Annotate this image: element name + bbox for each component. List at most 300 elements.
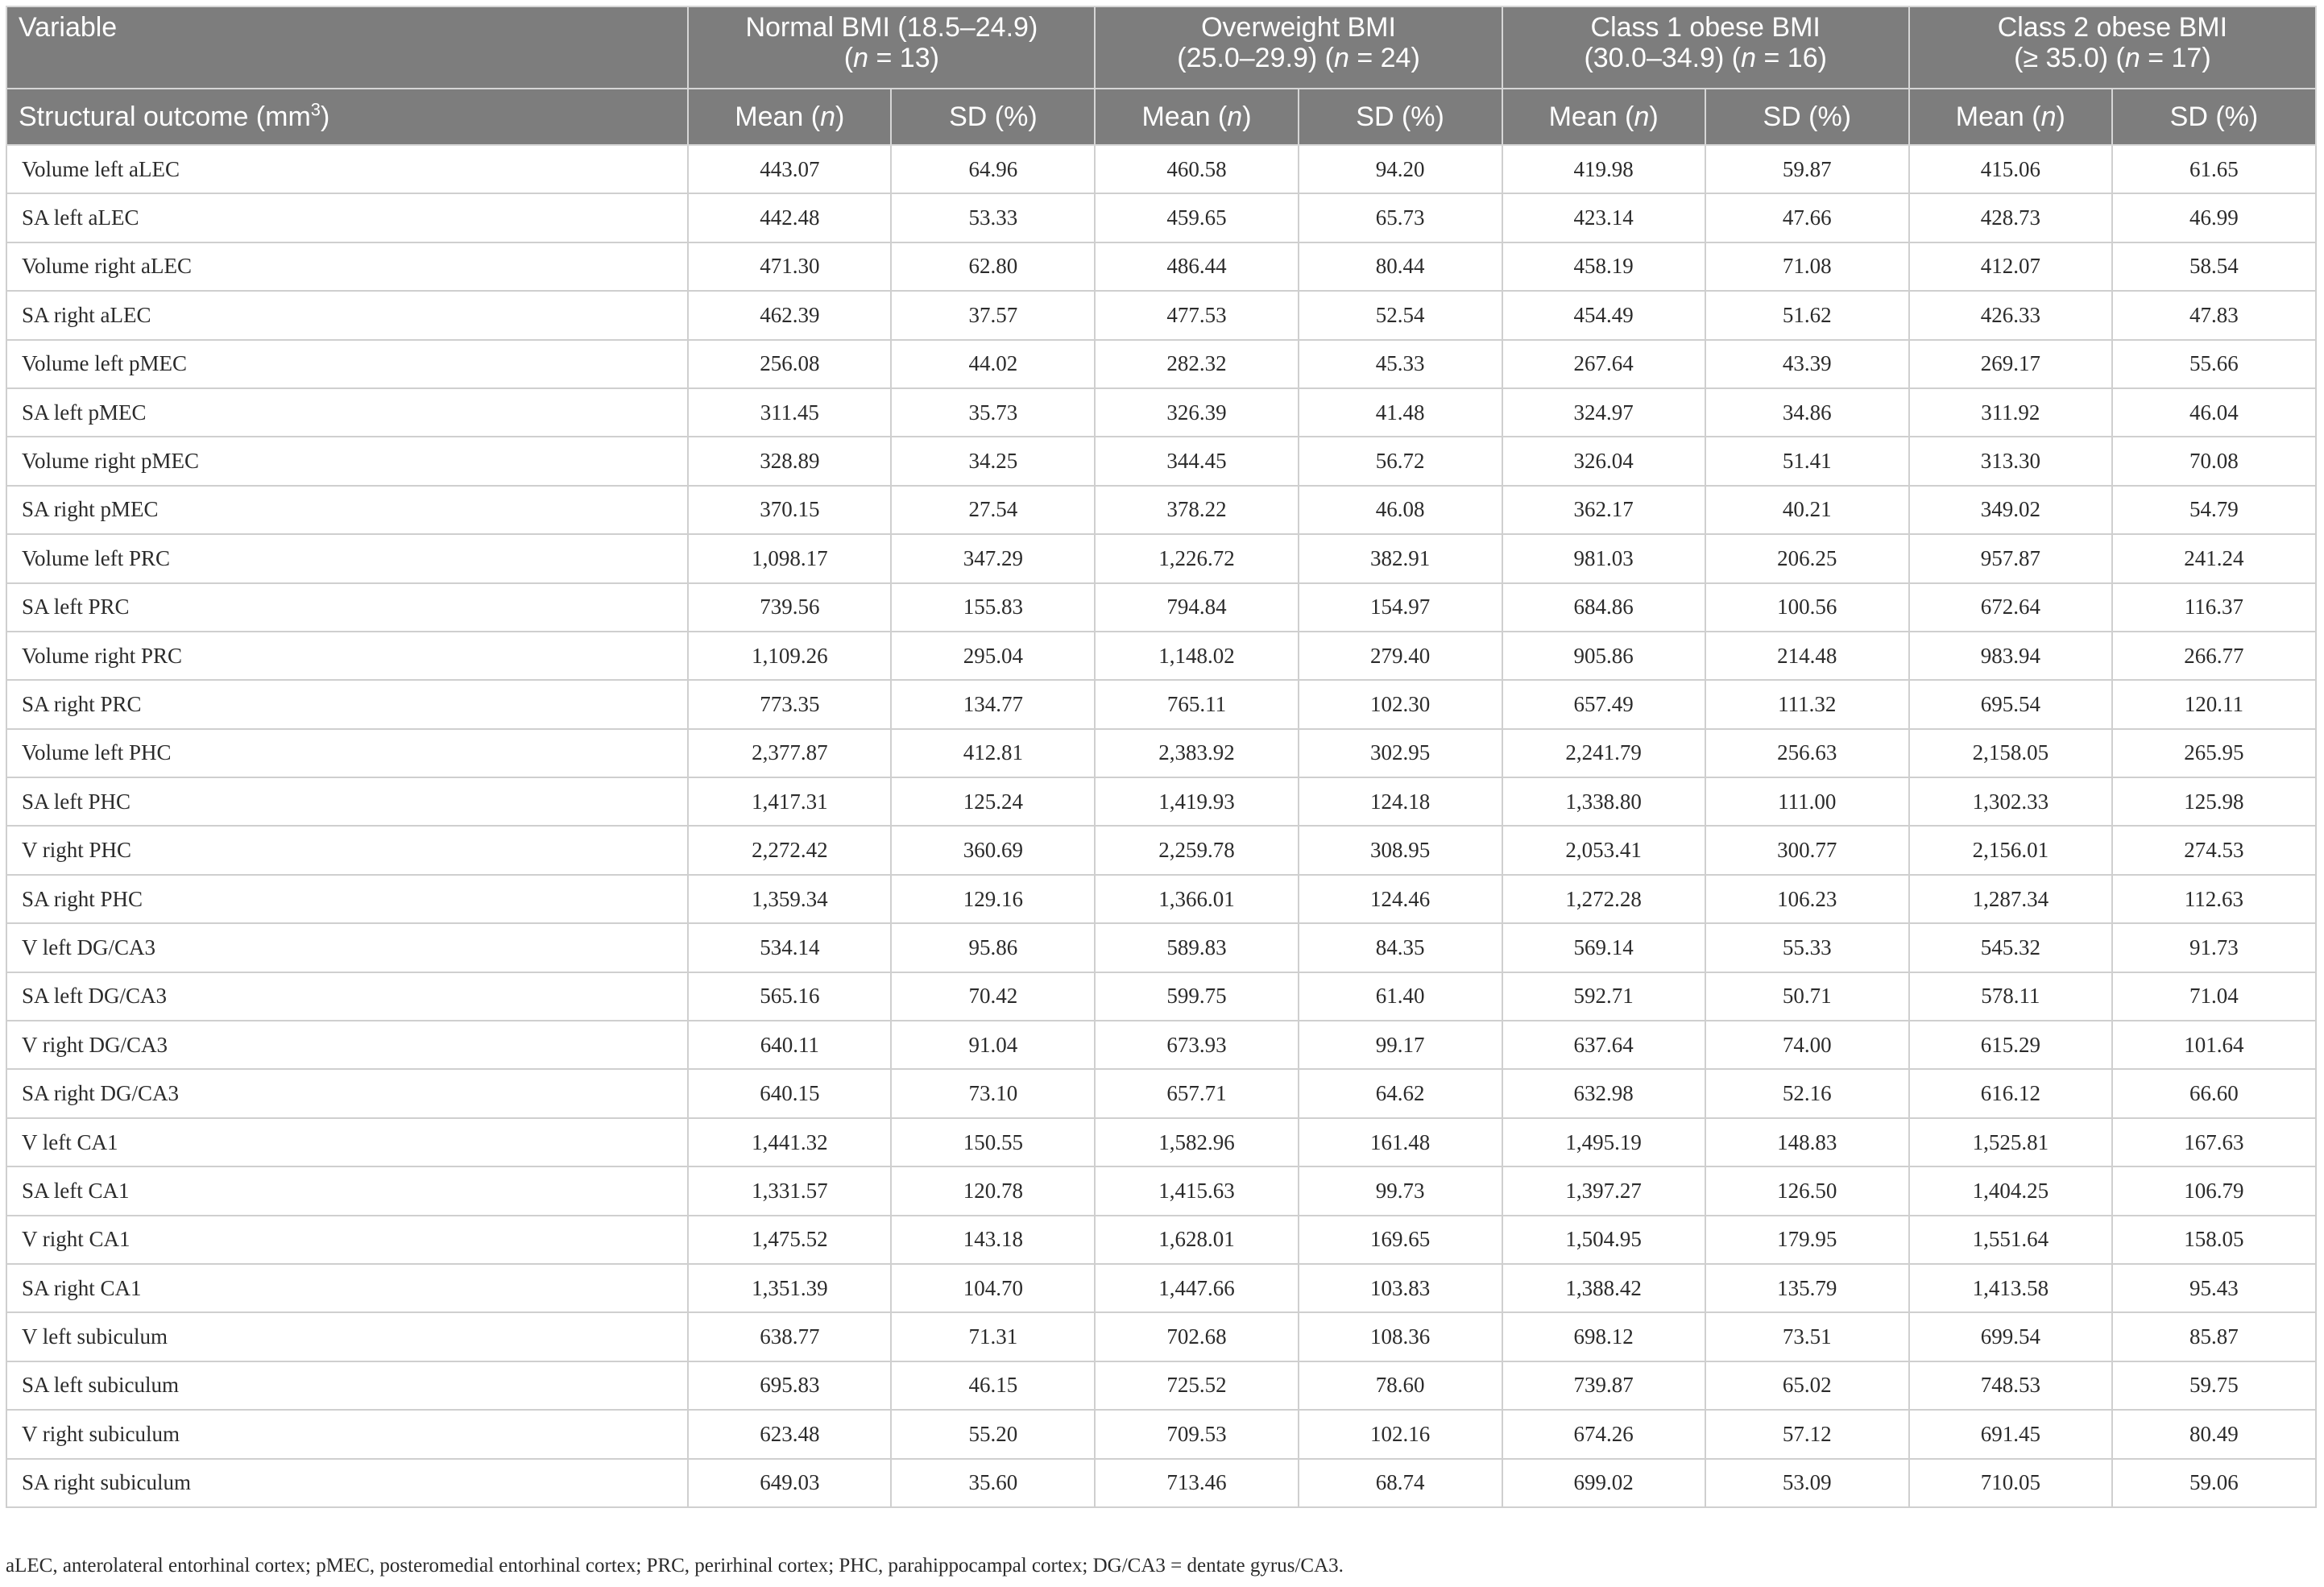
cell-sd: 124.18 <box>1299 777 1502 826</box>
cell-mean: 415.06 <box>1909 145 2112 193</box>
header-sd: SD (%) <box>1299 89 1502 145</box>
table-row <box>6 1264 2316 1312</box>
cell-sd: 95.43 <box>2112 1264 2316 1312</box>
cell-sd: 53.09 <box>1705 1459 1909 1507</box>
row-label: SA left aLEC <box>6 193 688 242</box>
cell-sd: 51.41 <box>1705 437 1909 485</box>
cell-mean: 419.98 <box>1502 145 1705 193</box>
cell-sd: 360.69 <box>891 826 1095 874</box>
cell-sd: 279.40 <box>1299 632 1502 680</box>
table-body <box>6 145 2316 1507</box>
cell-mean: 615.29 <box>1909 1021 2112 1069</box>
table-header <box>6 6 2316 145</box>
table-row <box>6 1410 2316 1458</box>
cell-mean: 426.33 <box>1909 291 2112 339</box>
cell-sd: 85.87 <box>2112 1312 2316 1361</box>
cell-mean: 454.49 <box>1502 291 1705 339</box>
mean-post: ) <box>835 102 845 132</box>
cell-mean: 1,404.25 <box>1909 1166 2112 1215</box>
header-variable-label: Variable <box>19 12 118 43</box>
cell-sd: 265.95 <box>2112 729 2316 777</box>
mean-var: n <box>2040 102 2057 132</box>
cell-mean: 1,582.96 <box>1095 1118 1298 1166</box>
cell-mean: 638.77 <box>688 1312 891 1361</box>
cell-sd: 46.99 <box>2112 193 2316 242</box>
cell-sd: 34.25 <box>891 437 1095 485</box>
row-label: Volume left pMEC <box>6 340 688 388</box>
cell-sd: 91.73 <box>2112 923 2316 972</box>
cell-mean: 1,388.42 <box>1502 1264 1705 1312</box>
cell-sd: 71.31 <box>891 1312 1095 1361</box>
group-class2-line2: (≥ 35.0) ( <box>2014 43 2125 73</box>
header-mean <box>1909 89 2112 145</box>
table-row <box>6 972 2316 1021</box>
header-group-normal <box>688 6 1095 89</box>
cell-sd: 382.91 <box>1299 534 1502 582</box>
cell-mean: 698.12 <box>1502 1312 1705 1361</box>
cell-mean: 313.30 <box>1909 437 2112 485</box>
cell-mean: 1,551.64 <box>1909 1216 2112 1264</box>
cell-mean: 957.87 <box>1909 534 2112 582</box>
cell-mean: 684.86 <box>1502 583 1705 632</box>
group-class2-n-var: n <box>2124 43 2140 73</box>
mean-var: n <box>1634 102 1650 132</box>
group-overweight-n-var: n <box>1333 43 1349 73</box>
cell-mean: 1,419.93 <box>1095 777 1298 826</box>
cell-mean: 2,272.42 <box>688 826 891 874</box>
cell-mean: 695.54 <box>1909 680 2112 728</box>
mean-pre: Mean ( <box>735 102 821 132</box>
cell-sd: 68.74 <box>1299 1459 1502 1507</box>
cell-mean: 702.68 <box>1095 1312 1298 1361</box>
cell-mean: 709.53 <box>1095 1410 1298 1458</box>
cell-sd: 106.23 <box>1705 875 1909 923</box>
table-row <box>6 1118 2316 1166</box>
row-label: Volume right PRC <box>6 632 688 680</box>
cell-sd: 120.11 <box>2112 680 2316 728</box>
cell-sd: 80.44 <box>1299 242 1502 291</box>
group-class1-line1: Class 1 obese BMI <box>1590 12 1821 43</box>
cell-sd: 47.83 <box>2112 291 2316 339</box>
cell-mean: 2,053.41 <box>1502 826 1705 874</box>
cell-sd: 74.00 <box>1705 1021 1909 1069</box>
cell-sd: 52.16 <box>1705 1069 1909 1117</box>
row-label: SA left PHC <box>6 777 688 826</box>
cell-mean: 699.02 <box>1502 1459 1705 1507</box>
cell-mean: 459.65 <box>1095 193 1298 242</box>
cell-mean: 362.17 <box>1502 486 1705 534</box>
cell-sd: 101.64 <box>2112 1021 2316 1069</box>
cell-mean: 637.64 <box>1502 1021 1705 1069</box>
group-overweight-line1: Overweight BMI <box>1201 12 1396 43</box>
table-row <box>6 1166 2316 1215</box>
table-row <box>6 1021 2316 1069</box>
cell-mean: 2,377.87 <box>688 729 891 777</box>
header-group-class1 <box>1502 6 1909 89</box>
cell-mean: 1,475.52 <box>688 1216 891 1264</box>
cell-sd: 158.05 <box>2112 1216 2316 1264</box>
table-row <box>6 923 2316 972</box>
cell-mean: 460.58 <box>1095 145 1298 193</box>
cell-mean: 428.73 <box>1909 193 2112 242</box>
header-sd: SD (%) <box>2112 89 2316 145</box>
cell-mean: 616.12 <box>1909 1069 2112 1117</box>
row-label: V right PHC <box>6 826 688 874</box>
header-structural-outcome <box>6 89 688 145</box>
cell-sd: 40.21 <box>1705 486 1909 534</box>
cell-mean: 632.98 <box>1502 1069 1705 1117</box>
table-row <box>6 242 2316 291</box>
row-label: SA right pMEC <box>6 486 688 534</box>
cell-sd: 148.83 <box>1705 1118 1909 1166</box>
table-row <box>6 486 2316 534</box>
mean-post: ) <box>2056 102 2065 132</box>
cell-sd: 135.79 <box>1705 1264 1909 1312</box>
cell-sd: 161.48 <box>1299 1118 1502 1166</box>
row-label: SA right PRC <box>6 680 688 728</box>
cell-mean: 1,359.34 <box>688 875 891 923</box>
header-group-overweight <box>1095 6 1502 89</box>
mean-var: n <box>1227 102 1243 132</box>
cell-sd: 37.57 <box>891 291 1095 339</box>
cell-sd: 59.75 <box>2112 1361 2316 1410</box>
cell-mean: 458.19 <box>1502 242 1705 291</box>
group-normal-n-var: n <box>853 43 869 73</box>
cell-mean: 710.05 <box>1909 1459 2112 1507</box>
cell-sd: 134.77 <box>891 680 1095 728</box>
cell-mean: 349.02 <box>1909 486 2112 534</box>
cell-mean: 640.15 <box>688 1069 891 1117</box>
header-row-groups <box>6 6 2316 89</box>
cell-mean: 443.07 <box>688 145 891 193</box>
mean-var: n <box>820 102 836 132</box>
cell-sd: 51.62 <box>1705 291 1909 339</box>
cell-mean: 1,351.39 <box>688 1264 891 1312</box>
cell-mean: 1,302.33 <box>1909 777 2112 826</box>
cell-sd: 100.56 <box>1705 583 1909 632</box>
cell-mean: 565.16 <box>688 972 891 1021</box>
header-sd: SD (%) <box>1705 89 1909 145</box>
cell-sd: 120.78 <box>891 1166 1095 1215</box>
cell-mean: 545.32 <box>1909 923 2112 972</box>
row-label: Volume left PHC <box>6 729 688 777</box>
row-label: SA left DG/CA3 <box>6 972 688 1021</box>
table-row <box>6 1069 2316 1117</box>
cell-sd: 62.80 <box>891 242 1095 291</box>
cell-sd: 46.08 <box>1299 486 1502 534</box>
cell-sd: 45.33 <box>1299 340 1502 388</box>
cell-sd: 91.04 <box>891 1021 1095 1069</box>
cell-mean: 640.11 <box>688 1021 891 1069</box>
table-row <box>6 340 2316 388</box>
cell-sd: 95.86 <box>891 923 1095 972</box>
cell-mean: 905.86 <box>1502 632 1705 680</box>
row-label: V left DG/CA3 <box>6 923 688 972</box>
group-class2-line1: Class 2 obese BMI <box>1997 12 2228 43</box>
cell-mean: 725.52 <box>1095 1361 1298 1410</box>
row-label: SA left CA1 <box>6 1166 688 1215</box>
cell-mean: 486.44 <box>1095 242 1298 291</box>
cell-sd: 112.63 <box>2112 875 2316 923</box>
mean-post: ) <box>1242 102 1252 132</box>
mean-pre: Mean ( <box>1955 102 2041 132</box>
cell-sd: 256.63 <box>1705 729 1909 777</box>
cell-sd: 155.83 <box>891 583 1095 632</box>
cell-mean: 1,331.57 <box>688 1166 891 1215</box>
cell-mean: 1,628.01 <box>1095 1216 1298 1264</box>
cell-sd: 347.29 <box>891 534 1095 582</box>
cell-mean: 462.39 <box>688 291 891 339</box>
cell-sd: 103.83 <box>1299 1264 1502 1312</box>
table-row <box>6 1361 2316 1410</box>
structural-label: Structural outcome (mm <box>19 102 311 132</box>
cell-mean: 649.03 <box>688 1459 891 1507</box>
cell-mean: 534.14 <box>688 923 891 972</box>
cell-sd: 126.50 <box>1705 1166 1909 1215</box>
cell-mean: 713.46 <box>1095 1459 1298 1507</box>
cell-mean: 1,417.31 <box>688 777 891 826</box>
row-label: SA left PRC <box>6 583 688 632</box>
cell-mean: 1,366.01 <box>1095 875 1298 923</box>
cell-sd: 44.02 <box>891 340 1095 388</box>
cell-mean: 1,495.19 <box>1502 1118 1705 1166</box>
header-mean <box>688 89 891 145</box>
cell-sd: 308.95 <box>1299 826 1502 874</box>
cell-sd: 46.15 <box>891 1361 1095 1410</box>
cell-sd: 58.54 <box>2112 242 2316 291</box>
cell-mean: 1,226.72 <box>1095 534 1298 582</box>
cell-sd: 266.77 <box>2112 632 2316 680</box>
cell-mean: 324.97 <box>1502 388 1705 437</box>
cell-sd: 55.66 <box>2112 340 2316 388</box>
group-class2-n-rest: = 17) <box>2140 43 2211 73</box>
group-overweight-line2: (25.0–29.9) ( <box>1177 43 1334 73</box>
row-label: V right DG/CA3 <box>6 1021 688 1069</box>
cell-sd: 46.04 <box>2112 388 2316 437</box>
cell-sd: 61.40 <box>1299 972 1502 1021</box>
table-row <box>6 583 2316 632</box>
cell-sd: 70.08 <box>2112 437 2316 485</box>
cell-mean: 256.08 <box>688 340 891 388</box>
cell-sd: 412.81 <box>891 729 1095 777</box>
cell-mean: 326.39 <box>1095 388 1298 437</box>
cell-mean: 328.89 <box>688 437 891 485</box>
row-label: SA right CA1 <box>6 1264 688 1312</box>
cell-sd: 66.60 <box>2112 1069 2316 1117</box>
cell-sd: 129.16 <box>891 875 1095 923</box>
cell-sd: 59.06 <box>2112 1459 2316 1507</box>
group-class1-line2: (30.0–34.9) ( <box>1584 43 1742 73</box>
table-row <box>6 1312 2316 1361</box>
row-label: V right CA1 <box>6 1216 688 1264</box>
cell-mean: 623.48 <box>688 1410 891 1458</box>
cell-sd: 59.87 <box>1705 145 1909 193</box>
table-footnote: aLEC, anterolateral entorhinal cortex; pMEC, posteromedial entorhinal cortex; PRC, perirhinal cortex; PHC, parahippocampal cortex; DG/CA3 = dentate gyrus/CA3. <box>6 1555 1344 1577</box>
cell-sd: 61.65 <box>2112 145 2316 193</box>
cell-sd: 295.04 <box>891 632 1095 680</box>
cell-mean: 981.03 <box>1502 534 1705 582</box>
row-label: SA right aLEC <box>6 291 688 339</box>
cell-mean: 442.48 <box>688 193 891 242</box>
table-row <box>6 437 2316 485</box>
header-group-class2 <box>1909 6 2316 89</box>
cell-sd: 64.62 <box>1299 1069 1502 1117</box>
table-row <box>6 1459 2316 1507</box>
cell-sd: 84.35 <box>1299 923 1502 972</box>
cell-mean: 1,504.95 <box>1502 1216 1705 1264</box>
cell-mean: 326.04 <box>1502 437 1705 485</box>
cell-sd: 73.51 <box>1705 1312 1909 1361</box>
cell-mean: 1,447.66 <box>1095 1264 1298 1312</box>
cell-mean: 471.30 <box>688 242 891 291</box>
cell-mean: 578.11 <box>1909 972 2112 1021</box>
cell-mean: 1,413.58 <box>1909 1264 2112 1312</box>
header-variable <box>6 6 688 89</box>
cell-sd: 106.79 <box>2112 1166 2316 1215</box>
cell-mean: 2,259.78 <box>1095 826 1298 874</box>
cell-sd: 65.02 <box>1705 1361 1909 1410</box>
cell-mean: 569.14 <box>1502 923 1705 972</box>
cell-mean: 2,156.01 <box>1909 826 2112 874</box>
row-label: SA right PHC <box>6 875 688 923</box>
cell-mean: 269.17 <box>1909 340 2112 388</box>
header-row-stats <box>6 89 2316 145</box>
cell-mean: 691.45 <box>1909 1410 2112 1458</box>
cell-sd: 154.97 <box>1299 583 1502 632</box>
cell-sd: 206.25 <box>1705 534 1909 582</box>
cell-mean: 344.45 <box>1095 437 1298 485</box>
cell-mean: 2,383.92 <box>1095 729 1298 777</box>
group-class1-n-var: n <box>1741 43 1757 73</box>
cell-sd: 241.24 <box>2112 534 2316 582</box>
table-row <box>6 534 2316 582</box>
cell-mean: 739.87 <box>1502 1361 1705 1410</box>
cell-mean: 477.53 <box>1095 291 1298 339</box>
cell-sd: 302.95 <box>1299 729 1502 777</box>
cell-sd: 71.04 <box>2112 972 2316 1021</box>
table-row <box>6 680 2316 728</box>
cell-mean: 423.14 <box>1502 193 1705 242</box>
cell-mean: 657.49 <box>1502 680 1705 728</box>
table-row <box>6 291 2316 339</box>
cell-sd: 27.54 <box>891 486 1095 534</box>
cell-sd: 55.33 <box>1705 923 1909 972</box>
row-label: SA right subiculum <box>6 1459 688 1507</box>
row-label: SA left subiculum <box>6 1361 688 1410</box>
header-mean <box>1095 89 1298 145</box>
cell-sd: 71.08 <box>1705 242 1909 291</box>
cell-mean: 311.45 <box>688 388 891 437</box>
cell-mean: 983.94 <box>1909 632 2112 680</box>
cell-mean: 748.53 <box>1909 1361 2112 1410</box>
table-row <box>6 729 2316 777</box>
cell-mean: 412.07 <box>1909 242 2112 291</box>
cell-mean: 1,272.28 <box>1502 875 1705 923</box>
cell-sd: 54.79 <box>2112 486 2316 534</box>
bmi-structural-outcomes-table <box>6 6 2317 1508</box>
cell-mean: 773.35 <box>688 680 891 728</box>
cell-sd: 47.66 <box>1705 193 1909 242</box>
cell-sd: 125.24 <box>891 777 1095 826</box>
cell-mean: 699.54 <box>1909 1312 2112 1361</box>
cell-mean: 592.71 <box>1502 972 1705 1021</box>
cell-mean: 672.64 <box>1909 583 2112 632</box>
structural-close: ) <box>321 102 330 132</box>
mean-pre: Mean ( <box>1141 102 1228 132</box>
table-row <box>6 777 2316 826</box>
cell-mean: 1,338.80 <box>1502 777 1705 826</box>
cell-mean: 739.56 <box>688 583 891 632</box>
cell-sd: 300.77 <box>1705 826 1909 874</box>
cell-mean: 794.84 <box>1095 583 1298 632</box>
group-normal-n-open: ( <box>843 43 854 73</box>
cell-mean: 1,109.26 <box>688 632 891 680</box>
cell-sd: 102.30 <box>1299 680 1502 728</box>
row-label: Volume right aLEC <box>6 242 688 291</box>
row-label: Volume right pMEC <box>6 437 688 485</box>
cell-sd: 124.46 <box>1299 875 1502 923</box>
cell-mean: 765.11 <box>1095 680 1298 728</box>
cell-sd: 214.48 <box>1705 632 1909 680</box>
row-label: SA right DG/CA3 <box>6 1069 688 1117</box>
data-table-container <box>6 6 2317 1508</box>
cell-mean: 1,525.81 <box>1909 1118 2112 1166</box>
cell-mean: 657.71 <box>1095 1069 1298 1117</box>
cell-mean: 695.83 <box>688 1361 891 1410</box>
cell-mean: 674.26 <box>1502 1410 1705 1458</box>
cell-sd: 169.65 <box>1299 1216 1502 1264</box>
cell-mean: 1,098.17 <box>688 534 891 582</box>
table-row <box>6 826 2316 874</box>
cell-sd: 274.53 <box>2112 826 2316 874</box>
table-row <box>6 632 2316 680</box>
mean-pre: Mean ( <box>1548 102 1634 132</box>
cell-sd: 179.95 <box>1705 1216 1909 1264</box>
cell-sd: 57.12 <box>1705 1410 1909 1458</box>
cell-sd: 41.48 <box>1299 388 1502 437</box>
cell-sd: 34.86 <box>1705 388 1909 437</box>
cell-sd: 52.54 <box>1299 291 1502 339</box>
row-label: SA left pMEC <box>6 388 688 437</box>
cell-sd: 125.98 <box>2112 777 2316 826</box>
structural-sup: 3 <box>310 99 321 120</box>
cell-mean: 2,158.05 <box>1909 729 2112 777</box>
cell-mean: 1,287.34 <box>1909 875 2112 923</box>
cell-sd: 73.10 <box>891 1069 1095 1117</box>
cell-sd: 53.33 <box>891 193 1095 242</box>
cell-sd: 111.00 <box>1705 777 1909 826</box>
cell-sd: 116.37 <box>2112 583 2316 632</box>
header-mean <box>1502 89 1705 145</box>
cell-mean: 370.15 <box>688 486 891 534</box>
cell-mean: 2,241.79 <box>1502 729 1705 777</box>
table-row <box>6 875 2316 923</box>
cell-sd: 108.36 <box>1299 1312 1502 1361</box>
row-label: Volume left aLEC <box>6 145 688 193</box>
row-label: V right subiculum <box>6 1410 688 1458</box>
cell-mean: 311.92 <box>1909 388 2112 437</box>
cell-mean: 589.83 <box>1095 923 1298 972</box>
cell-sd: 78.60 <box>1299 1361 1502 1410</box>
table-row <box>6 145 2316 193</box>
table-row <box>6 1216 2316 1264</box>
cell-sd: 35.73 <box>891 388 1095 437</box>
table-row <box>6 388 2316 437</box>
cell-mean: 599.75 <box>1095 972 1298 1021</box>
cell-mean: 1,397.27 <box>1502 1166 1705 1215</box>
cell-sd: 35.60 <box>891 1459 1095 1507</box>
row-label: Volume left PRC <box>6 534 688 582</box>
